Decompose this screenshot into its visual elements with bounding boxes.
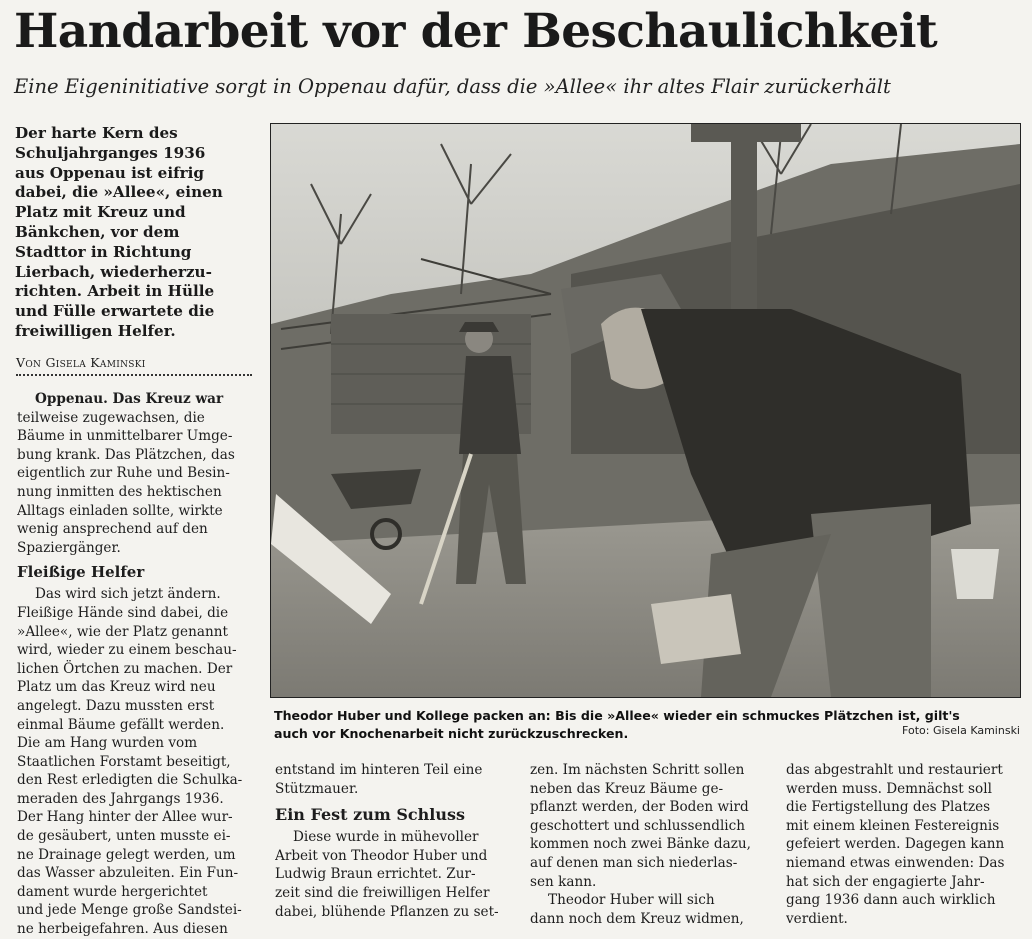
lead-line: Schuljahrganges 1936 xyxy=(15,143,206,162)
body-line: geschottert und schlussendlich xyxy=(530,817,746,834)
body-line: zeit sind die freiwilligen Helfer xyxy=(275,884,490,901)
body-line: ne herbeigefahren. Aus diesen xyxy=(17,921,228,938)
lead-line: Lierbach, wiederherzu- xyxy=(15,262,212,281)
article-byline xyxy=(16,355,252,376)
lead-line: und Fülle erwartete die xyxy=(15,302,215,321)
article-headline: Handarbeit vor der Beschaulichkeit xyxy=(14,4,938,59)
body-line: de gesäubert, unten musste ei- xyxy=(17,828,231,845)
body-line: wird, wieder zu einem beschau- xyxy=(17,642,237,659)
body-line: auf denen man sich niederlas- xyxy=(530,854,738,871)
caption-line: Theodor Huber und Kollege packen an: Bis die »Allee« wieder ein schmuckes Plätzchen ist, gilt's xyxy=(274,708,960,723)
photo-workers-image xyxy=(271,124,1020,697)
body-line: und jede Menge große Sandstei- xyxy=(17,902,242,919)
body-line: Der Hang hinter der Allee wur- xyxy=(17,809,233,826)
body-line: eigentlich zur Ruhe und Besin- xyxy=(17,465,230,482)
body-line: dabei, blühende Pflanzen zu set- xyxy=(275,903,499,920)
body-line: pflanzt werden, der Boden wird xyxy=(530,799,749,816)
photo-credit: Foto: Gisela Kaminski xyxy=(902,724,1020,737)
body-line: teilweise zugewachsen, die xyxy=(17,409,205,426)
body-line xyxy=(17,390,253,409)
body-line: Alltags einladen sollte, wirkte xyxy=(17,502,223,519)
body-line: niemand etwas einwenden: Das xyxy=(786,854,1005,871)
lead-line: dabei, die »Allee«, einen xyxy=(15,183,223,202)
lead-line: Bänkchen, vor dem xyxy=(15,222,180,241)
body-line: hat sich der engagierte Jahr- xyxy=(786,873,985,890)
body-line: mit einem kleinen Festereignis xyxy=(786,817,1000,834)
subheading-helpers: Fleißige Helfer xyxy=(17,563,145,582)
body-line: »Allee«, wie der Platz genannt xyxy=(17,623,228,640)
body-line: dann noch dem Kreuz widmen, xyxy=(530,910,744,927)
body-line: Stützmauer. xyxy=(275,780,359,797)
body-line: Ludwig Braun errichtet. Zur- xyxy=(275,866,476,883)
article-photo xyxy=(270,123,1021,698)
lead-line: Der harte Kern des xyxy=(15,124,178,142)
body-line: Theodor Huber will sich xyxy=(548,892,715,909)
body-line-text: Oppenau. Das Kreuz war xyxy=(35,391,224,407)
lead-line: richten. Arbeit in Hülle xyxy=(15,282,215,301)
lead-line: Stadttor in Richtung xyxy=(15,242,192,261)
body-line: neben das Kreuz Bäume ge- xyxy=(530,780,724,797)
body-column-2 xyxy=(275,761,515,921)
body-line: Bäume in unmittelbarer Umge- xyxy=(17,428,233,445)
body-line: sen kann. xyxy=(530,873,597,890)
body-column-3 xyxy=(530,761,770,928)
article-lead xyxy=(15,124,255,342)
body-line: zen. Im nächsten Schritt sollen xyxy=(530,762,745,778)
body-column-4 xyxy=(786,761,1024,928)
body-line: Fleißige Hände sind dabei, die xyxy=(17,604,229,621)
body-line: lichen Örtchen zu machen. Der xyxy=(17,660,233,677)
body-line: Staatlichen Forstamt beseitigt, xyxy=(17,753,231,770)
body-line: einmal Bäume gefällt werden. xyxy=(17,716,225,733)
article-subheadline: Eine Eigeninitiative sorgt in Oppenau dafür, dass die »Allee« ihr altes Flair zurückerhält xyxy=(14,75,891,98)
body-line: dament wurde hergerichtet xyxy=(17,883,208,900)
body-line: meraden des Jahrgangs 1936. xyxy=(17,790,224,807)
body-line: wenig ansprechend auf den xyxy=(17,521,208,538)
body-line: bung krank. Das Plätzchen, das xyxy=(17,446,235,463)
lead-line: freiwilligen Helfer. xyxy=(15,321,176,340)
body-line: angelegt. Dazu mussten erst xyxy=(17,697,215,714)
byline-text: Von Gisela Kaminski xyxy=(16,355,146,370)
body-column-1 xyxy=(17,390,253,939)
body-line: gefeiert werden. Dagegen kann xyxy=(786,836,1005,853)
body-line: Das wird sich jetzt ändern. xyxy=(35,586,221,603)
body-line: die Fertigstellung des Platzes xyxy=(786,799,991,816)
body-line: ne Drainage gelegt werden, um xyxy=(17,846,236,863)
body-line: das Wasser abzuleiten. Ein Fun- xyxy=(17,865,239,882)
body-line: den Rest erledigten die Schulka- xyxy=(17,772,243,789)
body-line: kommen noch zwei Bänke dazu, xyxy=(530,836,751,853)
lead-line: aus Oppenau ist eifrig xyxy=(15,163,205,182)
caption-line: auch vor Knochenarbeit nicht zurückzuschrecken. xyxy=(274,725,629,741)
body-line: Die am Hang wurden vom xyxy=(17,735,198,752)
body-line: gang 1936 dann auch wirklich xyxy=(786,892,996,909)
body-line: Diese wurde in mühevoller xyxy=(293,829,479,846)
body-line: Platz um das Kreuz wird neu xyxy=(17,679,216,696)
body-line: nung inmitten des hektischen xyxy=(17,483,222,500)
body-line: Arbeit von Theodor Huber und xyxy=(275,847,488,864)
subheading-festival: Ein Fest zum Schluss xyxy=(275,805,465,825)
lead-line: Platz mit Kreuz und xyxy=(15,203,186,222)
body-line: Spaziergänger. xyxy=(17,539,121,556)
body-line: das abgestrahlt und restauriert xyxy=(786,762,1003,778)
body-line: werden muss. Demnächst soll xyxy=(786,780,992,797)
body-line: verdient. xyxy=(786,910,848,927)
body-line: entstand im hinteren Teil eine xyxy=(275,762,483,778)
